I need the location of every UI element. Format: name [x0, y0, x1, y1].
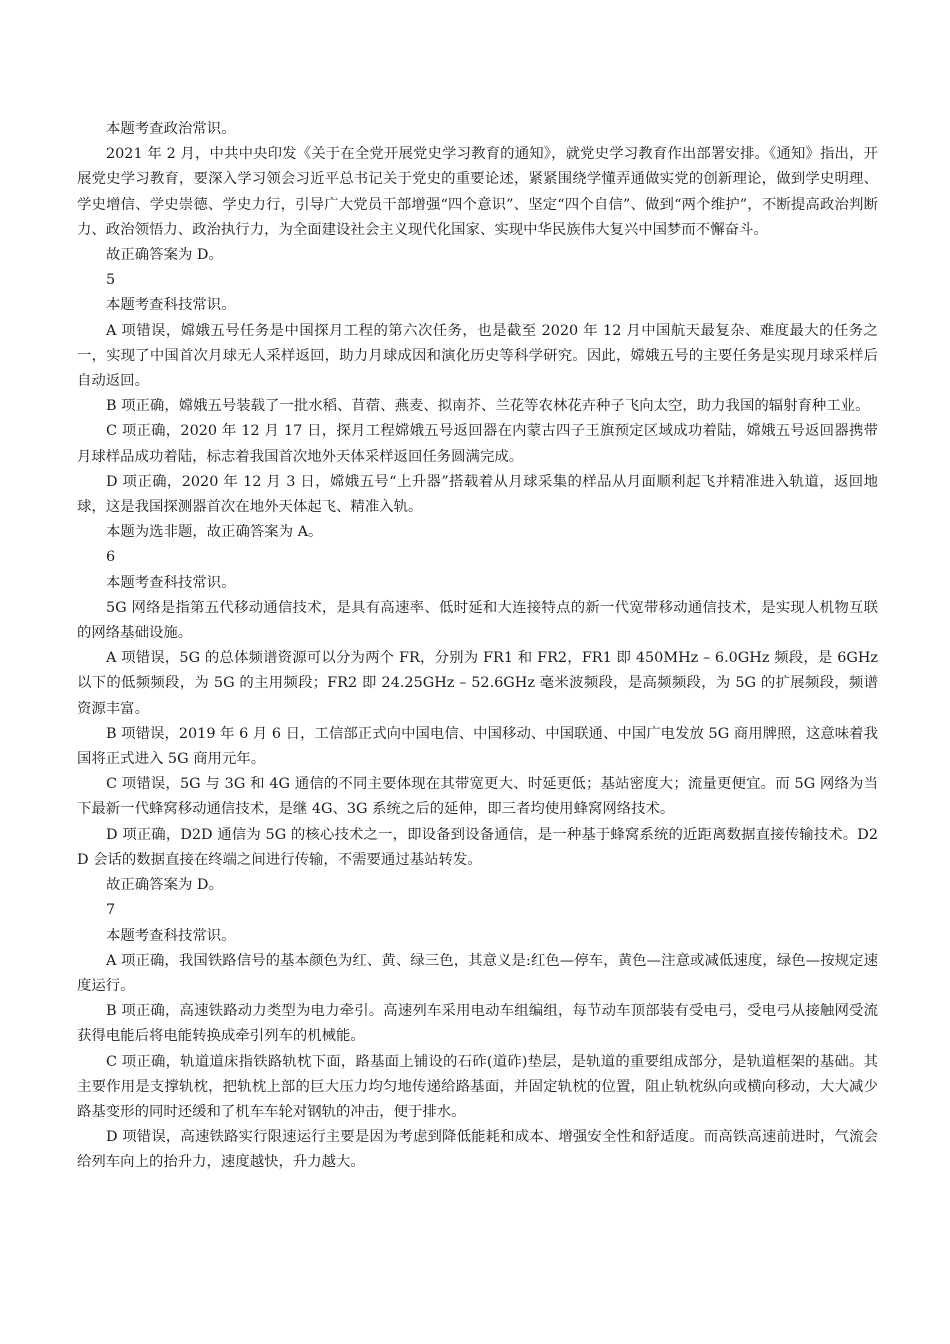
- paragraph-answer-5: 本题为选非题，故正确答案为 A。: [106, 524, 323, 541]
- paragraph-answer-4: 故正确答案为 D。: [106, 247, 223, 264]
- question-number-6: 6: [106, 549, 116, 566]
- paragraph-q5-option-d: D 项正确，2020 年 12 月 3 日，嫦娥五号“上升器”搭载着从月球采集的样品从月面顺利起飞并精准进入轨道，返回地球，这是我国探测器首次在地外天体起飞、精准入轨。: [77, 473, 878, 516]
- paragraph-topic-tech-6: 本题考查科技常识。: [106, 574, 236, 591]
- paragraph-party-history-notice: 2021 年 2 月，中共中央印发《关于在全党开展党史学习教育的通知》，就党史学习教育作出部署安排。《通知》指出，开展党史学习教育，要深入学习领会习近平总书记关于党史的重要论述，紧紧围绕学懂弄通做实党的创新理论，做到学史明理、学史增信、学史崇德、学史力行，引导广大党员干部增强“四个意识”、坚定“四个自信”、做到“两个维护”，不断提高政治判断力、政治领悟力、政治执行力，为全面建设社会主义现代化国家、实现中华民族伟大复兴中国梦而不懈奋斗。: [77, 146, 878, 238]
- paragraph-q6-option-d: D 项正确，D2D 通信为 5G 的核心技术之一，即设备到设备通信，是一种基于蜂窝系统的近距离数据直接传输技术。D2D 会话的数据直接在终端之间进行传输，不需要通过基站转发。: [77, 826, 878, 868]
- paragraph-q5-option-c: C 项正确，2020 年 12 月 17 日，探月工程嫦娥五号返回器在内蒙古四子王旗预定区域成功着陆，嫦娥五号返回器携带月球样品成功着陆，标志着我国首次地外天体采样返回任务圆满完成。: [77, 423, 878, 465]
- document-body: [77, 117, 878, 1176]
- paragraph-topic-tech-7: 本题考查科技常识。: [106, 927, 236, 944]
- paragraph-q6-option-a: A 项错误，5G 的总体频谱资源可以分为两个 FR，分别为 FR1 和 FR2，FR1 即 450MHz – 6.0GHz 频段，是 6GHz 以下的低频频段，为 5G 的主用频段；FR2 即 24.25GHz – 52.6GHz 毫米波频段，是高频频段，为 5G 的扩展频段，频谱资源丰富。: [77, 650, 878, 717]
- paragraph-topic-tech-5: 本题考查科技常识。: [106, 297, 236, 314]
- paragraph-q5-option-b: B 项正确，嫦娥五号装载了一批水稻、苜蓿、燕麦、拟南芥、兰花等农林花卉种子飞向太空，助力我国的辐射育种工业。: [106, 398, 870, 415]
- paragraph-q5-option-a: A 项错误，嫦娥五号任务是中国探月工程的第六次任务，也是截至 2020 年 12 月中国航天最复杂、难度最大的任务之一，实现了中国首次月球无人采样返回，助力月球成因和演化历史等科学研究。因此，嫦娥五号的主要任务是实现月球采样后自动返回。: [77, 322, 878, 390]
- paragraph-topic-politics: 本题考查政治常识。: [106, 121, 236, 137]
- paragraph-answer-6: 故正确答案为 D。: [106, 877, 223, 894]
- paragraph-q6-option-b: B 项错误，2019 年 6 月 6 日，工信部正式向中国电信、中国移动、中国联通、中国广电发放 5G 商用牌照，这意味着我国将正式进入 5G 商用元年。: [77, 725, 878, 768]
- question-number-7: 7: [106, 902, 116, 919]
- paragraph-q6-option-c: C 项错误，5G 与 3G 和 4G 通信的不同主要体现在其带宽更大、时延更低；基站密度大；流量更便宜。而 5G 网络为当下最新一代蜂窝移动通信技术，是继 4G、3G 系统之后的延伸，即三者均使用蜂窝网络技术。: [77, 776, 878, 818]
- paragraph-q7-option-d: D 项错误，高速铁路实行限速运行主要是因为考虑到降低能耗和成本、增强安全性和舒适度。而高铁高速前进时，气流会给列车向上的抬升力，速度越快，升力越大。: [77, 1129, 878, 1171]
- paragraph-q7-option-b: B 项正确，高速铁路动力类型为电力牵引。高速列车采用电动车组编组，每节动车顶部装有受电弓，受电弓从接触网受流获得电能后将电能转换成牵引列车的机械能。: [77, 1003, 878, 1045]
- paragraph-q7-option-c: C 项正确，轨道道床指铁路轨枕下面，路基面上铺设的石砟(道砟)垫层，是轨道的重要组成部分，是轨道框架的基础。其主要作用是支撑轨枕，把轨枕上部的巨大压力均匀地传递给路基面，并固定轨枕的位置，阻止轨枕纵向或横向移动，大大减少路基变形的同时还缓和了机车车轮对钢轨的冲击，便于排水。: [77, 1053, 878, 1120]
- question-number-5: 5: [106, 272, 116, 289]
- paragraph-q7-option-a: A 项正确，我国铁路信号的基本颜色为红、黄、绿三色，其意义是:红色—停车，黄色—注意或减低速度，绿色—按规定速度运行。: [77, 952, 878, 994]
- paragraph-5g-intro: 5G 网络是指第五代移动通信技术，是具有高速率、低时延和大连接特点的新一代宽带移动通信技术，是实现人机物互联的网络基础设施。: [77, 599, 878, 642]
